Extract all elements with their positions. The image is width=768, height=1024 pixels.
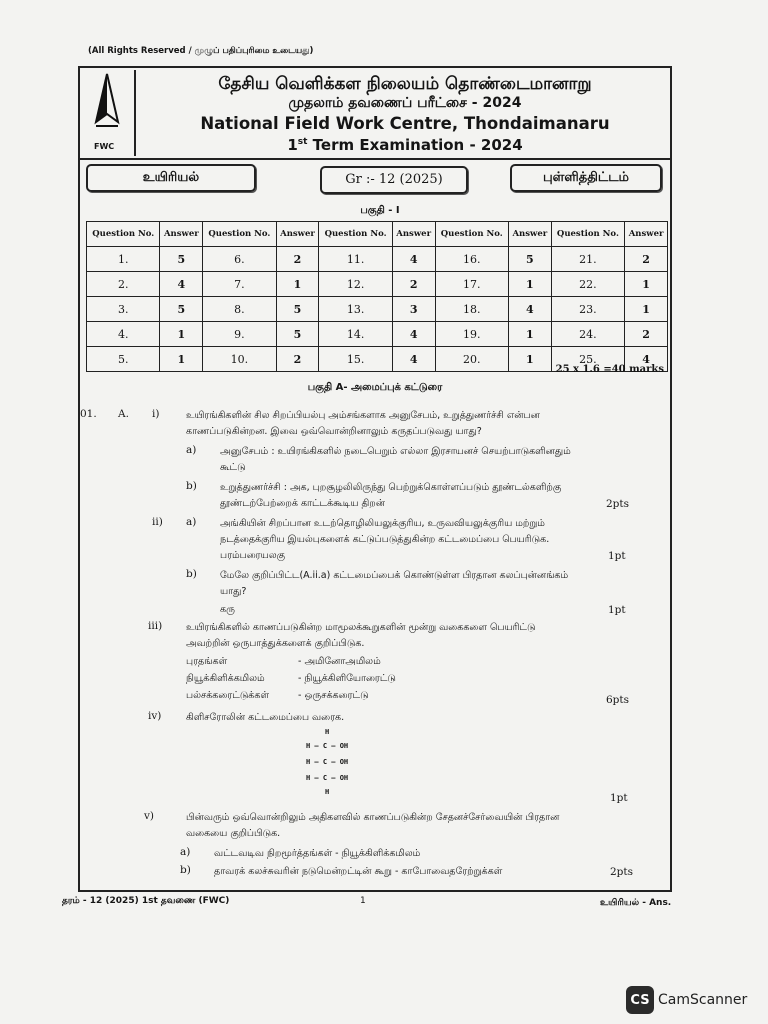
fwc-logo <box>82 70 136 156</box>
answer-text: கரு <box>220 604 235 615</box>
term-title: 1st Term Examination - 2024 <box>287 136 523 154</box>
exam-sheet <box>78 66 672 892</box>
answer-text: கூட்டு <box>220 462 246 473</box>
option-marker: a) <box>186 516 197 528</box>
partA-label: பகுதி A- அமைப்புக் கட்டுரை <box>307 382 443 393</box>
sub-iv-marker: iv) <box>148 710 162 722</box>
answer-text: பரம்பரையலகு <box>220 550 286 561</box>
points-label: 2pts <box>610 866 634 878</box>
page-number: 1 <box>360 896 366 906</box>
answer-text: வட்டவடிவ நிறமூர்த்தங்கள் - நியூக்கிளிக்கமிலம் <box>214 848 421 859</box>
question-text: மேலே குறிப்பிட்ட(A.ii.a) கட்டமைப்பைக் கொண்டுள்ள பிரதான கலப்புன்னங்கம் <box>220 570 569 581</box>
tamil-exam: முதலாம் தவணைப் பரீட்சை - 2024 <box>288 95 522 111</box>
question-text: உயிரங்கிகளில் காணப்படுகின்ற மாமூலக்கூறுகளின் மூன்று வகைகளை பெயரிட்டு <box>186 622 536 633</box>
col-answer: Answer <box>625 222 668 247</box>
sub-v-marker: v) <box>144 810 155 822</box>
answer-text: - நியூக்கிளியோரைட்டு <box>298 673 396 684</box>
option-marker: b) <box>186 568 197 580</box>
table-row: 1. 5 6. 2 11. 4 16. 5 21. 2 <box>87 247 668 272</box>
col-answer: Answer <box>509 222 552 247</box>
col-answer: Answer <box>392 222 435 247</box>
answer-text: உறுத்துணர்ச்சி : அக, புறசூழலிலிருந்து பெற்றுக்கொள்ளப்படும் தூண்டல்களிற்கு <box>220 482 562 493</box>
points-label: 1pt <box>610 792 628 804</box>
col-question: Question No. <box>87 222 160 247</box>
english-title: National Field Work Centre, Thondaimanaru <box>200 114 610 133</box>
option-marker: b) <box>186 480 197 492</box>
question-text: கிளிசரோலின் கட்டமைப்பை வரைக. <box>186 712 345 723</box>
points-label: 6pts <box>606 694 630 706</box>
total-marks: 25 x 1.6 =40 marks <box>555 364 664 375</box>
sub-ii-marker: ii) <box>152 516 163 528</box>
answer-text: பல்சக்கரைட்டுக்கள் <box>186 690 270 701</box>
question-text: அவற்றின் ஒருபாத்துக்களைக் குறிப்பிடுக. <box>186 638 365 649</box>
col-question: Question No. <box>551 222 624 247</box>
points-label: 2pts <box>606 498 630 510</box>
question-text: உயிரங்கிகளின் சில சிறப்பியல்பு அம்சங்களாக அனுசேபம், உறுத்துணர்ச்சி என்பன <box>186 410 540 421</box>
answer-text: நியூக்கிளிக்கமிலம் <box>186 673 265 684</box>
sub-i-marker: i) <box>152 408 160 420</box>
part1-label: பகுதி - I <box>360 205 400 216</box>
option-marker: a) <box>186 444 197 456</box>
tamil-title: தேசிய வெளிக்கள நிலையம் தொண்டைமானாறு <box>218 74 592 94</box>
table-row: 3. 5 8. 5 13. 3 18. 4 23. 1 <box>87 297 668 322</box>
col-question: Question No. <box>319 222 392 247</box>
header <box>80 68 670 160</box>
col-question: Question No. <box>203 222 276 247</box>
logo-text: FWC <box>94 142 115 151</box>
marking-scheme-box: புள்ளித்திட்டம் <box>510 164 662 192</box>
table-row: 2. 4 7. 1 12. 2 17. 1 22. 1 <box>87 272 668 297</box>
rights-notice: (All Rights Reserved / முழுப் பதிப்புரிமை உடையது) <box>88 46 314 56</box>
answer-table <box>86 221 668 372</box>
camscanner-text: CamScanner <box>658 992 748 1008</box>
col-answer: Answer <box>276 222 319 247</box>
table-header-row <box>87 222 668 247</box>
points-label: 1pt <box>608 550 626 562</box>
table-row: 4. 1 9. 5 14. 4 19. 1 24. 2 <box>87 322 668 347</box>
grade-box: Gr :- 12 (2025) <box>320 166 468 194</box>
col-answer: Answer <box>160 222 203 247</box>
glycerol-structure: H H — C — OH H — C — OH H — C — OH H <box>306 728 349 796</box>
col-question: Question No. <box>435 222 508 247</box>
question-text: யாது? <box>220 586 247 597</box>
footer-grade: தரம் - 12 (2025) 1st தவணை (FWC) <box>62 896 230 906</box>
question-text: வகையை குறிப்பிடுக. <box>186 828 281 839</box>
question-text: பின்வரும் ஒவ்வொன்றிலும் அதிகளவில் காணப்படுகின்ற சேதனச்சேர்வையின் பிரதான <box>186 812 560 823</box>
answer-text: - அமினோஅமிலம் <box>298 656 381 667</box>
answer-text: - ஒருசக்கரைட்டு <box>298 690 369 701</box>
answer-text: தாவரக் கலச்சுவரின் நடுமென்றட்டின் கூறு - காபோவைதரேற்றுக்கள் <box>214 866 503 877</box>
option-marker: b) <box>180 864 191 876</box>
footer-subject: உயிரியல் - Ans. <box>600 898 672 908</box>
sub-iii-marker: iii) <box>148 620 163 632</box>
question-text: காணப்படுகின்றன. இவை ஒவ்வொன்றினாலும் கருதப்படுவது யாது? <box>186 426 482 437</box>
option-marker: a) <box>180 846 191 858</box>
answer-text: புரதங்கள் <box>186 656 228 667</box>
question-text: அங்கியின் சிறப்பான உடற்தொழிலியலுக்குரிய, உருவவியலுக்குரிய மற்றும் <box>220 518 545 529</box>
points-label: 1pt <box>608 604 626 616</box>
flame-logo-icon <box>82 70 132 140</box>
question-number: 01. <box>80 408 97 420</box>
answer-text: அனுசேபம் : உயிரங்கிகளில் நடைபெறும் எல்லா இரசாயனச் செயற்பாடுகளினதும் <box>220 446 571 457</box>
answer-text: தூண்டற்பேற்றைக் காட்டக்கூடிய திறன் <box>220 498 385 509</box>
question-text: நடத்தைக்குரிய இயல்புகளைக் கட்டுப்படுத்துகின்ற கட்டமைப்பை பெயரிடுக. <box>220 534 550 545</box>
camscanner-logo-icon: CS <box>626 986 654 1014</box>
part-A-marker: A. <box>118 408 129 420</box>
table-row: 5. 1 10. 2 15. 4 20. 1 25. 4 <box>87 347 668 372</box>
subject-box: உயிரியல் <box>86 164 256 192</box>
camscanner-watermark <box>626 986 747 1014</box>
